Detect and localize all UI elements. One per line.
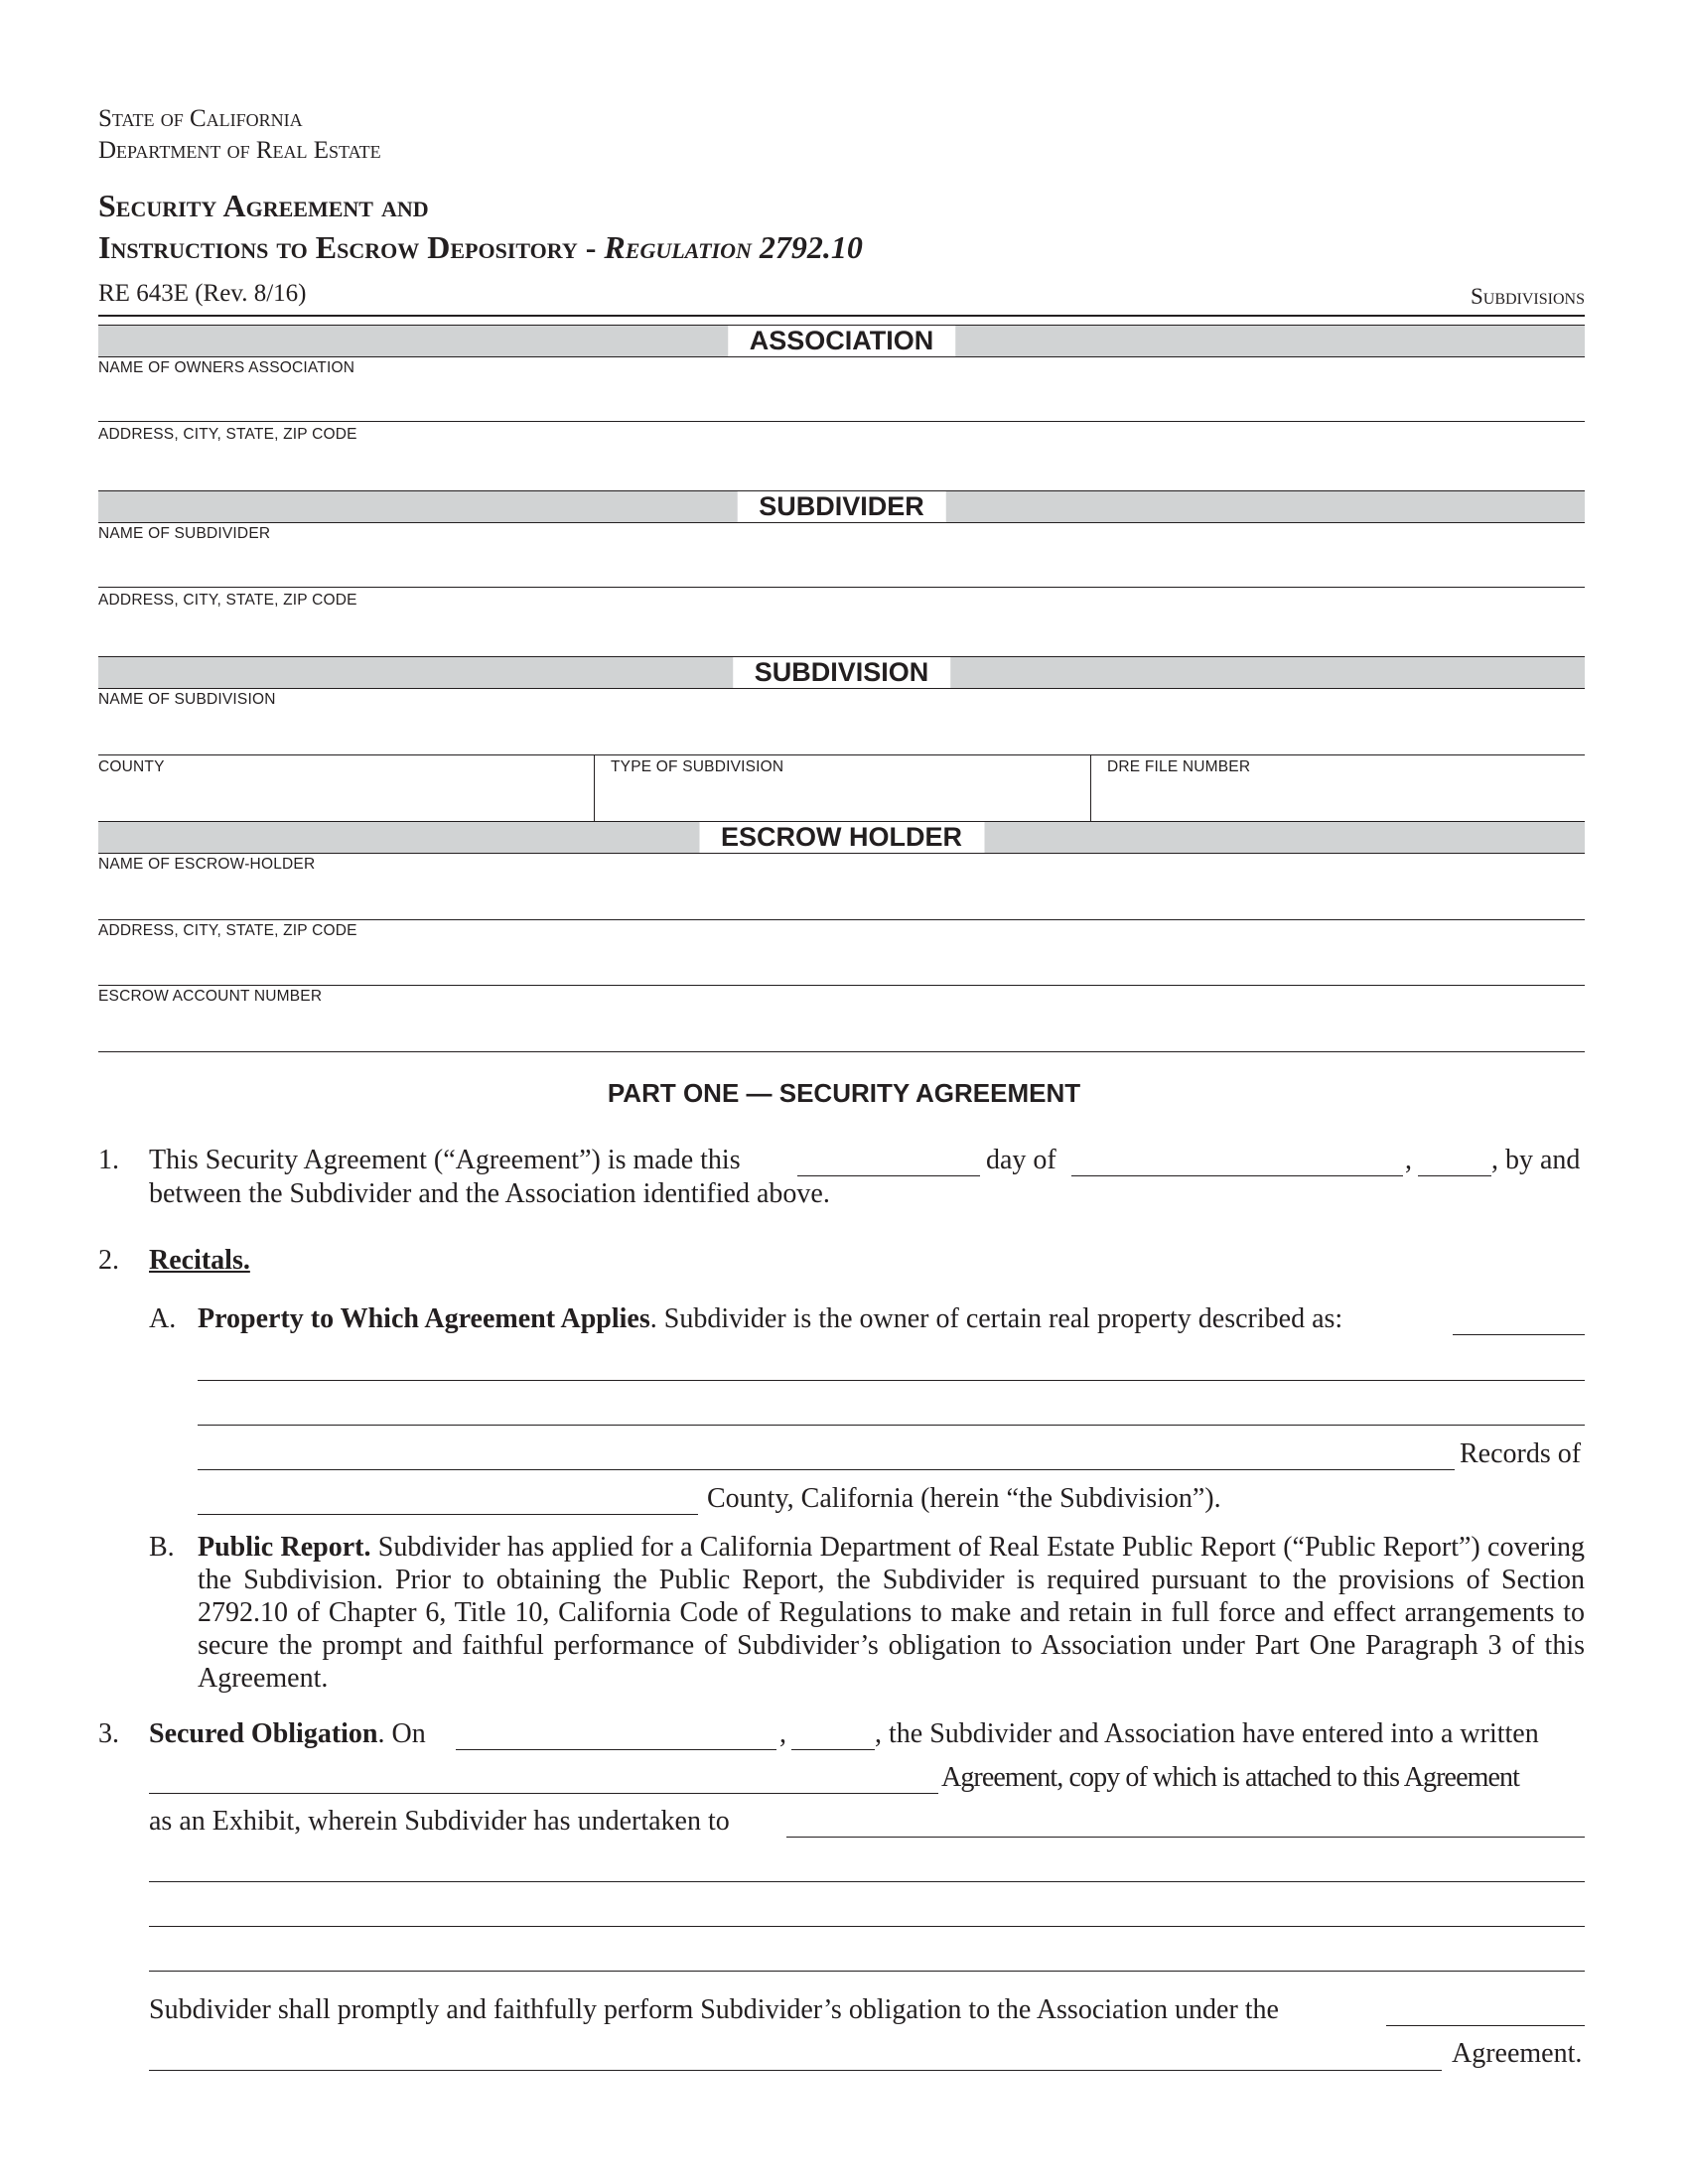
perform-agreement-field-2[interactable] bbox=[149, 2070, 1442, 2071]
escrow-account-field[interactable] bbox=[98, 1051, 1585, 1052]
subdivision-name-label: NAME OF SUBDIVISION bbox=[98, 691, 276, 708]
undertaking-field-3[interactable] bbox=[149, 1926, 1585, 1927]
county-california-text: County, California (herein “the Subdivision”). bbox=[707, 1483, 1221, 1514]
county-name-field[interactable] bbox=[198, 1514, 698, 1515]
paragraph-3-on: . On bbox=[377, 1718, 426, 1749]
undertaking-field-4[interactable] bbox=[149, 1971, 1585, 1972]
association-heading: ASSOCIATION bbox=[728, 326, 956, 356]
recital-a-heading: Property to Which Agreement Applies bbox=[198, 1303, 650, 1334]
secured-obligation-heading: Secured Obligation bbox=[149, 1718, 378, 1749]
escrow-name-label: NAME OF ESCROW-HOLDER bbox=[98, 856, 316, 873]
perform-agreement-field-1[interactable] bbox=[1386, 2025, 1585, 2026]
paragraph-3-text-a bbox=[149, 1717, 426, 1751]
recital-a-text bbox=[198, 1302, 1342, 1336]
property-description-field-4[interactable] bbox=[198, 1469, 1455, 1470]
undertaking-field-2[interactable] bbox=[149, 1881, 1585, 1882]
association-address-label: ADDRESS, CITY, STATE, ZIP CODE bbox=[98, 426, 357, 443]
form-title-line1: Security Agreement and bbox=[98, 188, 429, 223]
paragraph-1-line2: between the Subdivider and the Association identified above. bbox=[149, 1178, 830, 1209]
part-one-heading: PART ONE — SECURITY AGREEMENT bbox=[607, 1078, 1081, 1108]
paragraph-2-number: 2. bbox=[98, 1245, 119, 1276]
agreement-end-text: Agreement. bbox=[1452, 2038, 1583, 2069]
property-description-field-2[interactable] bbox=[198, 1380, 1585, 1381]
escrow-heading: ESCROW HOLDER bbox=[699, 822, 984, 853]
recital-b-heading: Public Report. bbox=[198, 1532, 371, 1563]
subdivider-address-label: ADDRESS, CITY, STATE, ZIP CODE bbox=[98, 592, 357, 609]
escrow-name-field[interactable] bbox=[98, 919, 1585, 920]
paragraph-3-number: 3. bbox=[98, 1718, 119, 1749]
header-divider bbox=[98, 315, 1585, 317]
agreement-year-field[interactable] bbox=[1418, 1175, 1491, 1176]
subdivider-heading: SUBDIVIDER bbox=[737, 491, 946, 522]
recital-b-body: Subdivider has applied for a California Department of Real Estate Public Report (“Public Report”) covering the Subdivision. Prior to obtaining the Public Report, the Subdivider is required pursuant to the provisions of Section 2792.10 of Chapter 6, Title 10, California Code of Regulations to make and retain in full force and effect arrangements to secure the prompt and faithful performance of Subdivider’s obligation to Association under Part One Paragraph 3 of this Agreement. bbox=[198, 1532, 1585, 1694]
form-category: Subdivisions bbox=[1470, 284, 1585, 309]
recital-a-body: . Subdivider is the owner of certain real property described as: bbox=[649, 1303, 1343, 1334]
subdivision-name-field[interactable] bbox=[98, 754, 1585, 755]
recital-b-paragraph bbox=[198, 1531, 1585, 1695]
paragraph-1-text-b: day of bbox=[986, 1145, 1056, 1175]
escrow-address-label: ADDRESS, CITY, STATE, ZIP CODE bbox=[98, 922, 357, 939]
property-description-field-1[interactable] bbox=[1453, 1334, 1585, 1335]
agreement-copy-text: Agreement, copy of which is attached to this Agreement bbox=[941, 1762, 1519, 1793]
recital-b-letter: B. bbox=[149, 1532, 175, 1563]
form-regulation: Regulation 2792.10 bbox=[604, 229, 863, 265]
agreement-name-field[interactable] bbox=[149, 1793, 938, 1794]
paragraph-1-number: 1. bbox=[98, 1145, 119, 1175]
type-divider bbox=[1090, 754, 1091, 821]
subdivider-name-label: NAME OF SUBDIVIDER bbox=[98, 525, 271, 542]
department-name: Department of Real Estate bbox=[98, 137, 381, 164]
property-description-field-3[interactable] bbox=[198, 1425, 1585, 1426]
paragraph-1-text-d: , by and bbox=[1491, 1145, 1581, 1175]
form-title-text: Instructions to Escrow Depository - bbox=[98, 229, 597, 265]
subdivision-heading: SUBDIVISION bbox=[733, 657, 951, 688]
perform-text: Subdivider shall promptly and faithfully perform Subdivider’s obligation to the Association under the bbox=[149, 1994, 1279, 2025]
escrow-address-field[interactable] bbox=[98, 985, 1585, 986]
agreement-month-field[interactable] bbox=[1071, 1175, 1403, 1176]
paragraph-1-text-a: This Security Agreement (“Agreement”) is made this bbox=[149, 1145, 741, 1175]
paragraph-1-comma: , bbox=[1405, 1145, 1412, 1175]
recital-a-letter: A. bbox=[149, 1303, 177, 1334]
obligation-date-field[interactable] bbox=[456, 1749, 776, 1750]
undertaking-field-1[interactable] bbox=[786, 1837, 1585, 1838]
subdivider-name-field[interactable] bbox=[98, 587, 1585, 588]
escrow-heading-band bbox=[98, 821, 1585, 854]
state-name: State of California bbox=[98, 105, 303, 132]
association-name-label: NAME OF OWNERS ASSOCIATION bbox=[98, 359, 355, 376]
exhibit-text: as an Exhibit, wherein Subdivider has undertaken to bbox=[149, 1806, 730, 1837]
records-of-text: Records of bbox=[1460, 1438, 1582, 1469]
agreement-day-field[interactable] bbox=[797, 1175, 980, 1176]
escrow-account-label: ESCROW ACCOUNT NUMBER bbox=[98, 988, 323, 1005]
paragraph-3-entered: , the Subdivider and Association have entered into a written bbox=[875, 1718, 1539, 1749]
form-number: RE 643E (Rev. 8/16) bbox=[98, 280, 307, 307]
obligation-year-field[interactable] bbox=[791, 1749, 875, 1750]
subdivider-heading-band bbox=[98, 490, 1585, 523]
dre-file-number-label: DRE FILE NUMBER bbox=[1107, 758, 1251, 775]
subdivision-heading-band bbox=[98, 656, 1585, 689]
county-divider bbox=[594, 754, 595, 821]
recitals-heading: Recitals. bbox=[149, 1245, 250, 1276]
county-label: COUNTY bbox=[98, 758, 165, 775]
subdivision-type-label: TYPE OF SUBDIVISION bbox=[611, 758, 784, 775]
association-heading-band bbox=[98, 325, 1585, 357]
paragraph-3-comma: , bbox=[779, 1718, 786, 1749]
association-name-field[interactable] bbox=[98, 421, 1585, 422]
form-title-line2 bbox=[98, 226, 863, 268]
